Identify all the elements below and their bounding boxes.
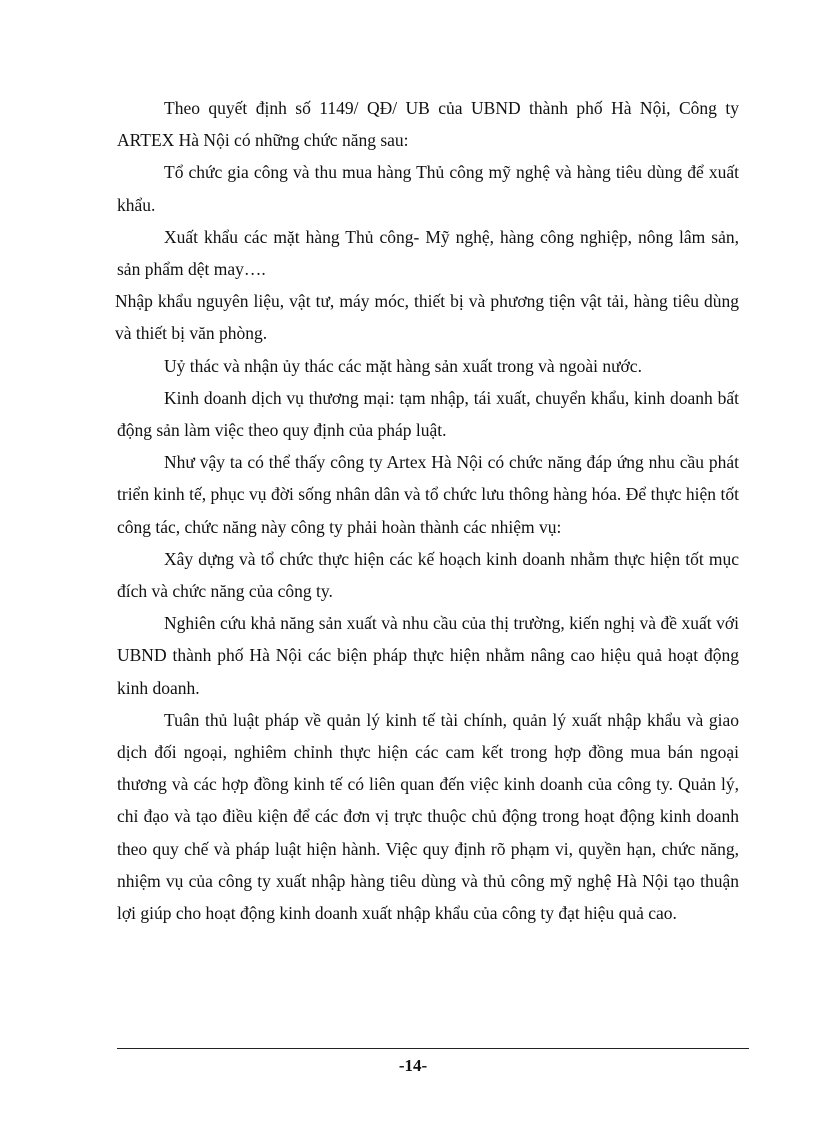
paragraph-decision-functions: Theo quyết định số 1149/ QĐ/ UB của UBND thành phố Hà Nội, Công ty ARTEX Hà Nội có những chức năng sau: <box>117 98 739 151</box>
page-number: -14- <box>398 1056 428 1075</box>
paragraph-summary-tasks: Như vậy ta có thể thấy công ty Artex Hà Nội có chức năng đáp ứng nhu cầu phát triển kinh tế, phục vụ đời sống nhân dân và tổ chức lưu thông hàng hóa. Để thực hiện tốt công tác, chức năng này công ty phải hoàn thành các nhiệm vụ: <box>117 452 739 537</box>
paragraph-import: Nhập khẩu nguyên liệu, vật tư, máy móc, thiết bị và phương tiện vật tải, hàng tiêu dùng và thiết bị văn phòng. <box>115 291 739 344</box>
paragraph-processing-purchasing: Tổ chức gia công và thu mua hàng Thủ công mỹ nghệ và hàng tiêu dùng để xuất khẩu. <box>117 162 739 215</box>
paragraph-market-research: Nghiên cứu khả năng sản xuất và nhu cầu của thị trường, kiến nghị và đề xuất với UBND thành phố Hà Nội các biện pháp thực hiện nhằm nâng cao hiệu quả hoạt động kinh doanh. <box>117 613 739 698</box>
paragraph-business-plans: Xây dựng và tổ chức thực hiện các kế hoạch kinh doanh nhằm thực hiện tốt mục đích và chức năng của công ty. <box>117 548 739 602</box>
paragraph-entrustment: Uỷ thác và nhận ủy thác các mặt hàng sản xuất trong và ngoài nước. <box>164 355 642 376</box>
document-body <box>117 92 739 929</box>
paragraph-legal-compliance: Tuân thủ luật pháp về quản lý kinh tế tài chính, quản lý xuất nhập khẩu và giao dịch đối ngoại, nghiêm chỉnh thực hiện các cam kết trong hợp đồng mua bán ngoại thương và các hợp đồng kinh tế có liên quan đến việc kinh doanh của công ty. Quản lý, chỉ đạo và tạo điều kiện để các đơn vị trực thuộc chủ động trong hoạt động kinh doanh theo quy chế và pháp luật hiện hành. Việc quy định rõ phạm vi, quyền hạn, chức năng, nhiệm vụ của công ty xuất nhập hàng tiêu dùng và thủ công mỹ nghệ Hà Nội tạo thuận lợi giúp cho hoạt động kinh doanh xuất nhập khẩu của công ty đạt hiệu quả cao. <box>117 709 739 924</box>
paragraph-export: Xuất khẩu các mặt hàng Thủ công- Mỹ nghệ, hàng công nghiệp, nông lâm sản, sản phẩm dệt may…. <box>117 226 739 280</box>
paragraph-trade-services: Kinh doanh dịch vụ thương mại: tạm nhập, tái xuất, chuyển khẩu, kinh doanh bất động sản làm việc theo quy định của pháp luật. <box>117 387 739 441</box>
footer-divider <box>117 1048 749 1049</box>
